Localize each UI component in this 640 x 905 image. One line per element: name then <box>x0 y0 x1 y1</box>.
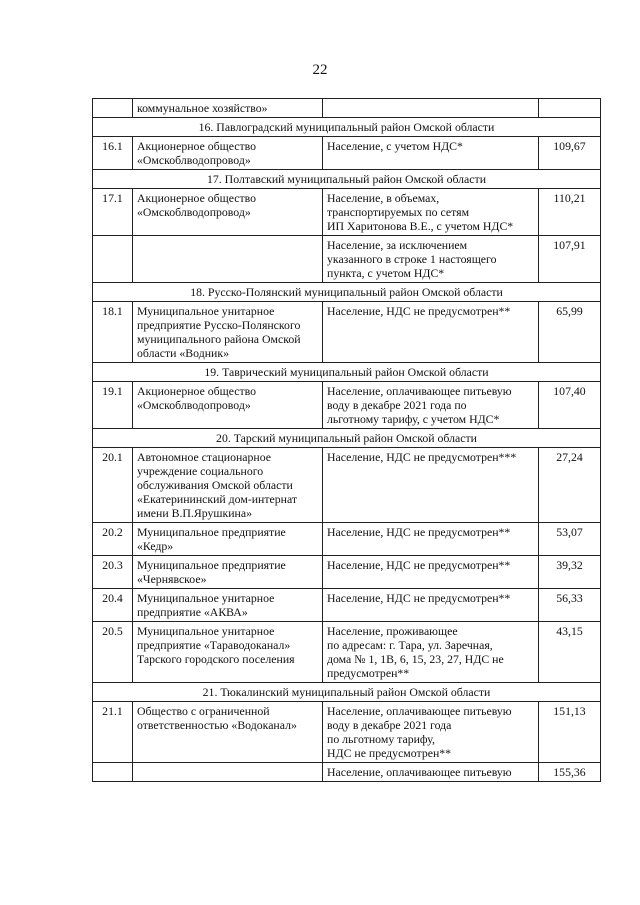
tariff-value-cell: 39,32 <box>539 556 601 589</box>
table-row <box>93 302 601 363</box>
organization-cell: Автономное стационарное учреждение социального обслуживания Омской области «Екатерининский дом-интернат имени В.П.Ярушкина» <box>133 448 323 523</box>
consumer-category-cell: Население, НДС не предусмотрен*** <box>323 448 539 523</box>
row-number <box>93 763 133 782</box>
row-number: 17.1 <box>93 189 133 236</box>
organization-cell: Муниципальное предприятие «Чернявское» <box>133 556 323 589</box>
organization-cell: Муниципальное унитарное предприятие «АКВА» <box>133 589 323 622</box>
section-title: 21. Тюкалинский муниципальный район Омской области <box>93 683 601 702</box>
section-header-row <box>93 683 601 702</box>
tariff-value-cell: 65,99 <box>539 302 601 363</box>
consumer-category-cell: Население, НДС не предусмотрен** <box>323 589 539 622</box>
tariff-value-cell <box>539 99 601 118</box>
tariff-value-cell: 56,33 <box>539 589 601 622</box>
table-row <box>93 556 601 589</box>
tariff-value-cell: 53,07 <box>539 523 601 556</box>
tariff-value-cell: 43,15 <box>539 622 601 683</box>
tariff-table-body <box>93 99 601 782</box>
tariff-value-cell: 107,40 <box>539 382 601 429</box>
organization-cell: Акционерное общество «Омскоблводопровод» <box>133 137 323 170</box>
row-number: 16.1 <box>93 137 133 170</box>
organization-cell: Акционерное общество «Омскоблводопровод» <box>133 382 323 429</box>
row-number: 20.1 <box>93 448 133 523</box>
organization-cell: Муниципальное унитарное предприятие «Тараводоканал» Тарского городского поселения <box>133 622 323 683</box>
organization-cell <box>133 236 323 283</box>
organization-cell: коммунальное хозяйство» <box>133 99 323 118</box>
section-header-row <box>93 283 601 302</box>
tariff-value-cell: 109,67 <box>539 137 601 170</box>
table-row <box>93 236 601 283</box>
section-header-row <box>93 170 601 189</box>
table-row <box>93 622 601 683</box>
section-title: 18. Русско-Полянский муниципальный район Омской области <box>93 283 601 302</box>
consumer-category-cell: Население, за исключением указанного в строке 1 настоящего пункта, с учетом НДС* <box>323 236 539 283</box>
row-number: 20.4 <box>93 589 133 622</box>
section-title: 17. Полтавский муниципальный район Омской области <box>93 170 601 189</box>
organization-cell: Муниципальное предприятие «Кедр» <box>133 523 323 556</box>
table-row <box>93 189 601 236</box>
row-number: 18.1 <box>93 302 133 363</box>
consumer-category-cell: Население, НДС не предусмотрен** <box>323 523 539 556</box>
table-row <box>93 763 601 782</box>
row-number: 20.3 <box>93 556 133 589</box>
row-number <box>93 99 133 118</box>
tariff-value-cell: 107,91 <box>539 236 601 283</box>
table-row <box>93 382 601 429</box>
organization-cell: Муниципальное унитарное предприятие Русско-Полянского муниципального района Омской области «Водник» <box>133 302 323 363</box>
section-title: 20. Тарский муниципальный район Омской области <box>93 429 601 448</box>
row-number <box>93 236 133 283</box>
table-row <box>93 702 601 763</box>
row-number: 20.5 <box>93 622 133 683</box>
tariff-value-cell: 110,21 <box>539 189 601 236</box>
page-number: 22 <box>312 62 328 78</box>
organization-cell: Акционерное общество «Омскоблводопровод» <box>133 189 323 236</box>
tariff-value-cell: 27,24 <box>539 448 601 523</box>
table-row <box>93 523 601 556</box>
consumer-category-cell: Население, оплачивающее питьевую <box>323 763 539 782</box>
table-row <box>93 448 601 523</box>
organization-cell <box>133 763 323 782</box>
row-number: 21.1 <box>93 702 133 763</box>
organization-cell: Общество с ограниченной ответственностью «Водоканал» <box>133 702 323 763</box>
tariff-value-cell: 155,36 <box>539 763 601 782</box>
section-header-row <box>93 363 601 382</box>
consumer-category-cell: Население, проживающее по адресам: г. Тара, ул. Заречная, дома № 1, 1В, 6, 15, 23, 27, НДС не предусмотрен** <box>323 622 539 683</box>
consumer-category-cell: Население, в объемах, транспортируемых по сетям ИП Харитонова В.Е., с учетом НДС* <box>323 189 539 236</box>
section-header-row <box>93 118 601 137</box>
consumer-category-cell: Население, НДС не предусмотрен** <box>323 302 539 363</box>
table-row <box>93 99 601 118</box>
table-row <box>93 137 601 170</box>
table-row <box>93 589 601 622</box>
consumer-category-cell: Население, оплачивающее питьевую воду в декабре 2021 года по льготному тарифу, НДС не предусмотрен** <box>323 702 539 763</box>
section-title: 16. Павлоградский муниципальный район Омской области <box>93 118 601 137</box>
consumer-category-cell: Население, НДС не предусмотрен** <box>323 556 539 589</box>
row-number: 20.2 <box>93 523 133 556</box>
consumer-category-cell: Население, с учетом НДС* <box>323 137 539 170</box>
section-title: 19. Таврический муниципальный район Омской области <box>93 363 601 382</box>
tariff-value-cell: 151,13 <box>539 702 601 763</box>
tariff-table <box>92 98 601 782</box>
section-header-row <box>93 429 601 448</box>
row-number: 19.1 <box>93 382 133 429</box>
consumer-category-cell: Население, оплачивающее питьевую воду в декабре 2021 года по льготному тарифу, с учетом НДС* <box>323 382 539 429</box>
consumer-category-cell <box>323 99 539 118</box>
